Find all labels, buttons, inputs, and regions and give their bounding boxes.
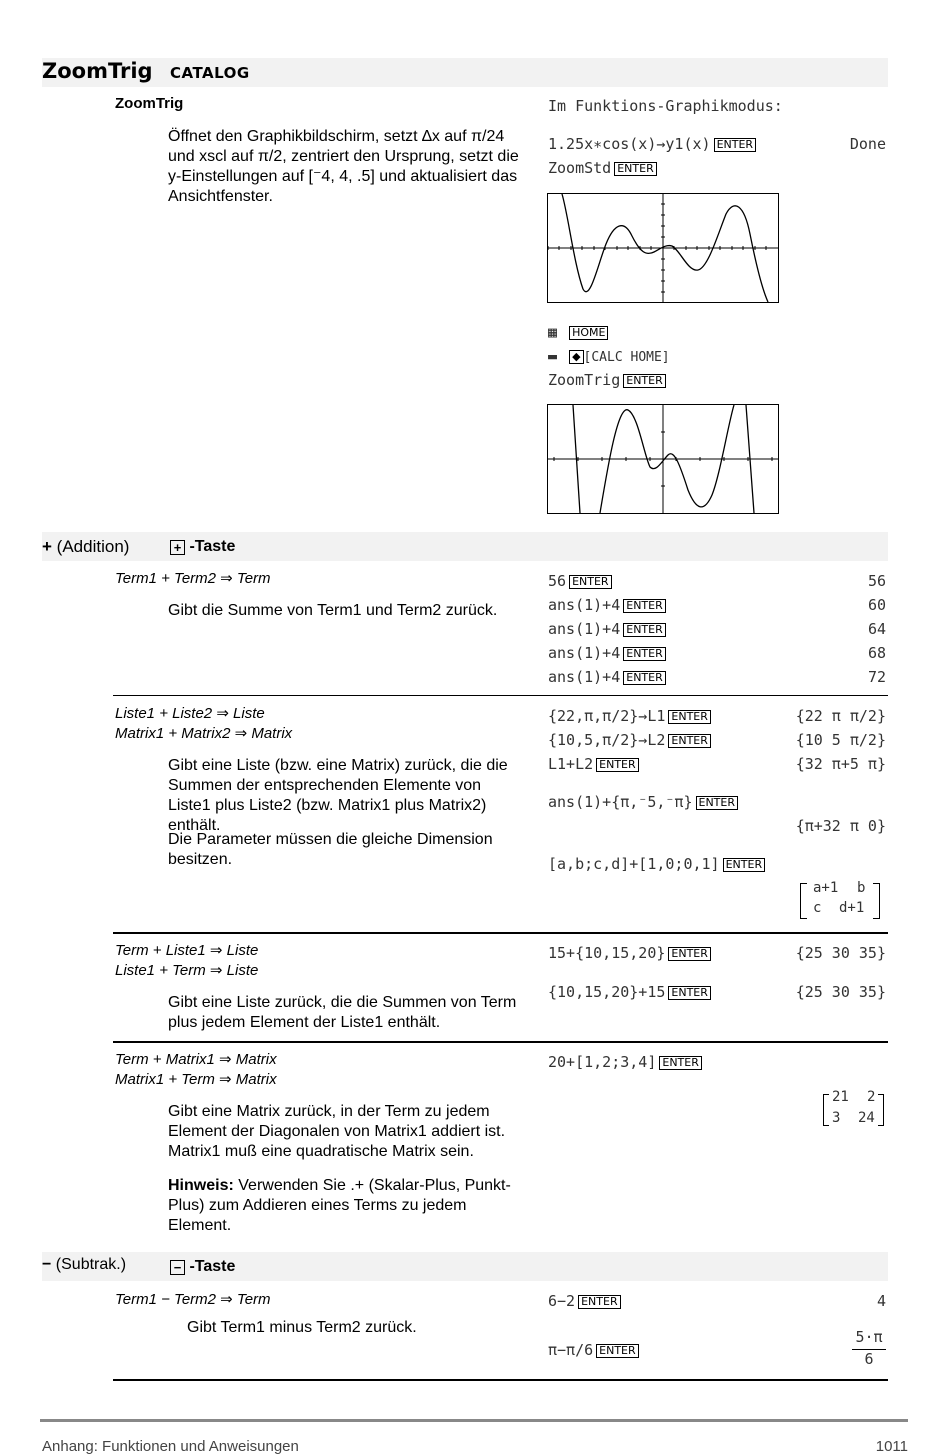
entry-title: + (Addition) xyxy=(42,537,130,556)
example-line: L1+L2 ENTER xyxy=(548,755,639,773)
footer-title: Anhang: Funktionen und Anweisungen xyxy=(42,1438,299,1455)
description: Öffnet den Graphikbildschirm, setzt ∆x auf π/24 und xscl auf π/2, zentriert den Ursprung, setzt die y-Einstellungen auf [⁻4, 4, .5] und aktualisiert das Ansichtfenster. xyxy=(168,128,519,205)
example-result: {10 5 π/2} xyxy=(795,731,886,749)
example-line: 20+[1,2;3,4] ENTER xyxy=(548,1053,702,1071)
syntax-line: Matrix1 + Term ⇒ Matrix xyxy=(115,1071,277,1088)
example-result: 64 xyxy=(867,620,886,638)
syntax-line: Liste1 + Liste2 ⇒ Liste xyxy=(115,705,265,722)
enter-key: ENTER xyxy=(714,138,757,152)
example-line: π−π/6 ENTER xyxy=(548,1341,639,1359)
matrix-bracket-left xyxy=(823,1094,829,1126)
example-result: {32 π+5 π} xyxy=(795,755,886,773)
home-key: HOME xyxy=(569,326,608,340)
example-line: [a,b;c,d]+[1,0;0,1] ENTER xyxy=(548,855,765,873)
enter-key: ENTER xyxy=(659,1056,702,1070)
divider xyxy=(113,932,888,934)
divider xyxy=(113,695,888,696)
syntax-line: Term1 + Term2 ⇒ Term xyxy=(115,570,271,587)
example-line: ▬ ◆ [CALC HOME] xyxy=(548,347,670,365)
example-result: 72 xyxy=(867,668,886,686)
section-header-band xyxy=(42,532,888,561)
divider xyxy=(113,1379,888,1381)
minus-key-icon: − xyxy=(170,1260,185,1275)
example-line: ans(1)+{π,⁻5,⁻π} ENTER xyxy=(548,793,738,811)
description: Gibt die Summe von Term1 und Term2 zurück. xyxy=(168,602,498,619)
plus-key-icon: + xyxy=(170,540,185,555)
syntax-line: Term + Liste1 ⇒ Liste xyxy=(115,942,259,959)
example-result: {π+32 π 0} xyxy=(795,817,886,835)
syntax-line: Liste1 + Term ⇒ Liste xyxy=(115,962,259,979)
enter-key: ENTER xyxy=(668,710,711,724)
enter-key: ENTER xyxy=(596,758,639,772)
enter-key: ENTER xyxy=(569,575,612,589)
example-line xyxy=(548,323,608,341)
example-line: {22,π,π/2}→L1 ENTER xyxy=(548,707,711,725)
example-line: 6−2 ENTER xyxy=(548,1292,621,1310)
enter-key: ENTER xyxy=(668,986,711,1000)
example-line: 15+{10,15,20} ENTER xyxy=(548,944,711,962)
key-heading: + -Taste xyxy=(170,538,235,556)
example-line: 56 ENTER xyxy=(548,572,612,590)
example-line: ans(1)+4 ENTER xyxy=(548,596,666,614)
matrix-bracket-right xyxy=(878,1094,884,1126)
example-result: {25 30 35} xyxy=(795,944,886,962)
footer-rule xyxy=(40,1419,908,1422)
page-number: 1011 xyxy=(875,1438,908,1455)
entry-category: CATALOG xyxy=(170,64,250,82)
enter-key: ENTER xyxy=(723,858,766,872)
matrix-bracket-right xyxy=(873,883,880,919)
example-result: 60 xyxy=(867,596,886,614)
entry-title: ZoomTrig xyxy=(42,59,153,83)
example-result: 68 xyxy=(867,644,886,662)
example-line: ans(1)+4 ENTER xyxy=(548,668,666,686)
example-line: ZoomTrig ENTER xyxy=(548,371,666,389)
syntax-line: Term + Matrix1 ⇒ Matrix xyxy=(115,1051,277,1068)
description: Die Parameter müssen die gleiche Dimension besitzen. xyxy=(168,831,493,868)
example-result: Done xyxy=(849,135,886,153)
enter-key: ENTER xyxy=(623,599,666,613)
entry-title: − (Subtrak.) xyxy=(42,1256,127,1273)
section-header-band xyxy=(42,58,888,87)
enter-key: ENTER xyxy=(668,947,711,961)
description: Gibt Term1 minus Term2 zurück. xyxy=(187,1319,417,1336)
enter-key: ENTER xyxy=(623,647,666,661)
note: Hinweis: Verwenden Sie .+ (Skalar-Plus, Punkt-Plus) zum Addieren eines Terms zu jedem Element. xyxy=(168,1177,511,1234)
description: Gibt eine Liste (bzw. eine Matrix) zurück, die die Summen der entsprechenden Elemente von Liste1 plus Liste2 (bzw. Matrix1 plus Matrix2) enthält. xyxy=(168,757,508,834)
enter-key: ENTER xyxy=(623,374,666,388)
enter-key: ENTER xyxy=(614,162,657,176)
example-line: ZoomStd ENTER xyxy=(548,159,657,177)
enter-key: ENTER xyxy=(578,1295,621,1309)
syntax-line: Term1 − Term2 ⇒ Term xyxy=(115,1291,271,1308)
matrix-bracket-left xyxy=(800,883,807,919)
enter-key: ENTER xyxy=(596,1344,639,1358)
graph-screen-zoomstd xyxy=(547,193,779,303)
enter-key: ENTER xyxy=(623,623,666,637)
syntax-line: ZoomTrig xyxy=(115,95,184,112)
example-result: 56 xyxy=(867,572,886,590)
example-label: Im Funktions-Graphikmodus: xyxy=(548,97,783,115)
example-line: ans(1)+4 ENTER xyxy=(548,620,666,638)
example-line: {10,5,π/2}→L2 ENTER xyxy=(548,731,711,749)
syntax-line: Matrix1 + Matrix2 ⇒ Matrix xyxy=(115,725,293,742)
enter-key: ENTER xyxy=(668,734,711,748)
divider xyxy=(113,1041,888,1043)
example-result: {25 30 35} xyxy=(795,983,886,1001)
example-result: 4 xyxy=(876,1292,886,1310)
diamond-key: ◆ xyxy=(569,350,583,364)
calculator-icon: ▦ xyxy=(548,323,558,341)
example-result: {22 π π/2} xyxy=(795,707,886,725)
enter-key: ENTER xyxy=(696,796,739,810)
example-line: ans(1)+4 ENTER xyxy=(548,644,666,662)
key-heading: − -Taste xyxy=(170,1258,235,1276)
section-header-band xyxy=(42,1252,888,1281)
enter-key: ENTER xyxy=(623,671,666,685)
description: Gibt eine Liste zurück, die die Summen von Term plus jedem Element der Liste1 enthält. xyxy=(168,994,517,1031)
example-line: {10,15,20}+15 ENTER xyxy=(548,983,711,1001)
voyage-icon: ▬ xyxy=(548,347,558,365)
graph-screen-zoomtrig xyxy=(547,404,779,514)
example-line: 1.25x∗cos(x)→y1(x) ENTER xyxy=(548,135,756,153)
description: Gibt eine Matrix zurück, in der Term zu jedem Element der Diagonalen von Matrix1 addiert ist. Matrix1 muß eine quadratische Matrix sein. xyxy=(168,1103,506,1160)
